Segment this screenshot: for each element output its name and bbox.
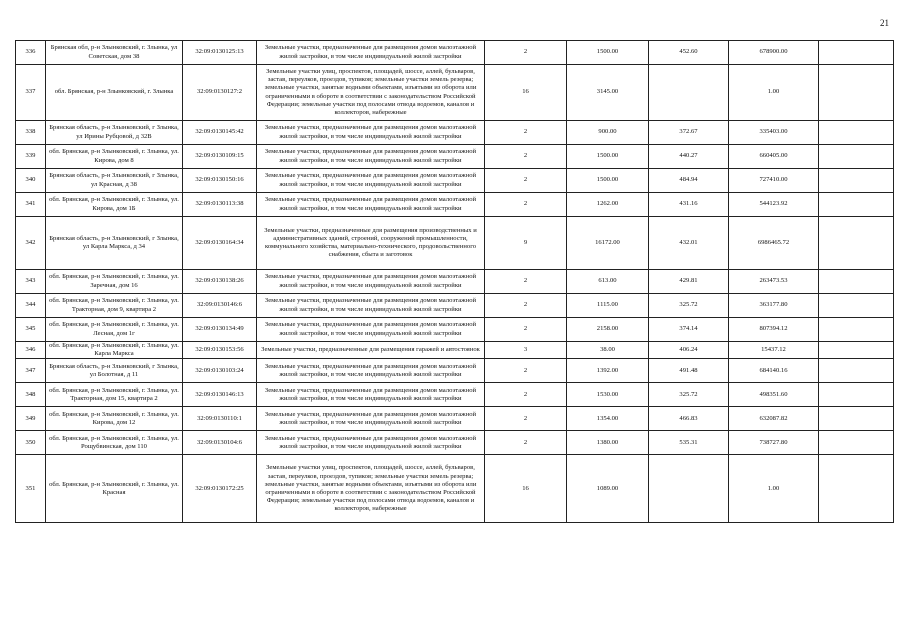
address-cell: обл. Брянская, р-н Злынковский, г. Злынка, ул. Лесная, дом 1г [46,318,183,342]
address-cell: обл. Брянская, р-н Злынковский, г. Злынка [46,65,183,121]
cadastral-value-cell: 6986465.72 [729,217,819,270]
empty-cell [819,407,894,431]
address-cell: обл. Брянская, р-н Злынковский, г. Злынка, ул. Тракторная, дом 9, квартира 2 [46,294,183,318]
empty-cell [819,294,894,318]
address-cell: Брянская область, р-н Злынковский, г Злынка, ул Ирины Рубцовой, д 32В [46,121,183,145]
land-use-cell: Земельные участки, предназначенные для размещения домов малоэтажной жилой застройки, в том числе индивидуальной жилой застройки [257,383,485,407]
empty-cell [819,318,894,342]
area-cell: 16172.00 [567,217,649,270]
land-use-cell: Земельные участки, предназначенные для размещения домов малоэтажной жилой застройки, в том числе индивидуальной жилой застройки [257,318,485,342]
table-row [16,342,894,359]
use-group-cell: 2 [485,383,567,407]
row-number-cell: 337 [16,65,46,121]
cadastral-value-cell: 678900.00 [729,41,819,65]
cadastral-number-cell: 32:09:0130110:1 [183,407,257,431]
area-cell: 1500.00 [567,145,649,169]
use-group-cell: 2 [485,407,567,431]
cadastral-number-cell: 32:09:0130138:26 [183,270,257,294]
empty-cell [819,455,894,523]
row-number-cell: 349 [16,407,46,431]
area-cell: 38.00 [567,342,649,359]
use-group-cell: 2 [485,359,567,383]
use-group-cell: 2 [485,41,567,65]
cadastral-number-cell: 32:09:0130153:56 [183,342,257,359]
empty-cell [819,121,894,145]
use-group-cell: 2 [485,431,567,455]
specific-value-cell: 372.67 [649,121,729,145]
specific-value-cell: 491.48 [649,359,729,383]
cadastral-number-cell: 32:09:0130172:25 [183,455,257,523]
table-row [16,169,894,193]
land-use-cell: Земельные участки, предназначенные для размещения домов малоэтажной жилой застройки, в том числе индивидуальной жилой застройки [257,193,485,217]
area-cell: 900.00 [567,121,649,145]
specific-value-cell [649,65,729,121]
empty-cell [819,270,894,294]
address-cell: Брянская область, р-н Злынковский, г Злынка, ул Красная, д 38 [46,169,183,193]
cadastral-number-cell: 32:09:0130125:13 [183,41,257,65]
table-row [16,65,894,121]
area-cell: 1262.00 [567,193,649,217]
row-number-cell: 348 [16,383,46,407]
use-group-cell: 2 [485,145,567,169]
table-row [16,145,894,169]
table-row [16,193,894,217]
land-use-cell: Земельные участки, предназначенные для размещения производственных и административных зданий, строений, сооружений промышленности, коммунального хозяйства, материально-технического, продовольственного снабжения, сбыта и заготовок [257,217,485,270]
cadastral-value-cell: 263473.53 [729,270,819,294]
area-cell: 1089.00 [567,455,649,523]
area-cell: 2158.00 [567,318,649,342]
use-group-cell: 2 [485,193,567,217]
specific-value-cell [649,455,729,523]
table-row [16,455,894,523]
use-group-cell: 16 [485,455,567,523]
address-cell: обл. Брянская, р-н Злынковский, г. Злынка, ул. Заречная, дом 16 [46,270,183,294]
specific-value-cell: 535.31 [649,431,729,455]
address-cell: обл. Брянская, р-н Злынковский, г. Злынка, ул. Тракторная, дом 15, квартира 2 [46,383,183,407]
cadastral-value-cell: 738727.80 [729,431,819,455]
specific-value-cell: 452.60 [649,41,729,65]
cadastral-value-cell: 807394.12 [729,318,819,342]
cadastral-value-table [15,40,894,523]
cadastral-value-cell: 1.00 [729,65,819,121]
table-row [16,41,894,65]
specific-value-cell: 406.24 [649,342,729,359]
row-number-cell: 342 [16,217,46,270]
table-row [16,121,894,145]
cadastral-value-cell: 632087.82 [729,407,819,431]
table-row [16,217,894,270]
row-number-cell: 351 [16,455,46,523]
address-cell: обл. Брянская, р-н Злынковский, г. Злынка, ул. Карла Маркса [46,342,183,359]
land-use-cell: Земельные участки, предназначенные для размещения домов малоэтажной жилой застройки, в том числе индивидуальной жилой застройки [257,407,485,431]
area-cell: 1354.00 [567,407,649,431]
address-cell: Брянская область, р-н Злынковский, г Злынка, ул Карла Маркса, д 34 [46,217,183,270]
land-use-cell: Земельные участки улиц, проспектов, площадей, шоссе, аллей, бульваров, застав, переулков, проездов, тупиков; земельные участки земель резерва; земельные участки, занятые водными объектами, изъятыми из оборота или ограниченными в обороте в соответствии с законодательством Российской Федерации; земельные участки под полосами отвода водоемов, каналов и коллекторов, набережные [257,455,485,523]
empty-cell [819,217,894,270]
address-cell: обл. Брянская, р-н Злынковский, г. Злынка, ул. Рощубвинская, дом 110 [46,431,183,455]
table-body [16,41,894,523]
land-use-cell: Земельные участки, предназначенные для размещения домов малоэтажной жилой застройки, в том числе индивидуальной жилой застройки [257,270,485,294]
cadastral-value-cell: 363177.80 [729,294,819,318]
empty-cell [819,342,894,359]
table-row [16,318,894,342]
table-row [16,383,894,407]
specific-value-cell: 429.81 [649,270,729,294]
row-number-cell: 345 [16,318,46,342]
cadastral-value-cell: 544123.92 [729,193,819,217]
specific-value-cell: 440.27 [649,145,729,169]
use-group-cell: 2 [485,169,567,193]
row-number-cell: 346 [16,342,46,359]
empty-cell [819,169,894,193]
land-use-cell: Земельные участки, предназначенные для размещения домов малоэтажной жилой застройки, в том числе индивидуальной жилой застройки [257,121,485,145]
table-row [16,407,894,431]
use-group-cell: 16 [485,65,567,121]
empty-cell [819,431,894,455]
cadastral-number-cell: 32:09:0130103:24 [183,359,257,383]
area-cell: 1115.00 [567,294,649,318]
land-use-cell: Земельные участки, предназначенные для размещения гаражей и автостоянок [257,342,485,359]
land-use-cell: Земельные участки, предназначенные для размещения домов малоэтажной жилой застройки, в том числе индивидуальной жилой застройки [257,145,485,169]
land-use-cell: Земельные участки, предназначенные для размещения домов малоэтажной жилой застройки, в том числе индивидуальной жилой застройки [257,359,485,383]
use-group-cell: 2 [485,121,567,145]
empty-cell [819,145,894,169]
cadastral-value-cell: 15437.12 [729,342,819,359]
empty-cell [819,383,894,407]
area-cell: 3145.00 [567,65,649,121]
address-cell: обл. Брянская, р-н Злынковский, г. Злынка, ул. Кирова, дом 12 [46,407,183,431]
row-number-cell: 350 [16,431,46,455]
empty-cell [819,359,894,383]
table-row [16,294,894,318]
empty-cell [819,65,894,121]
address-cell: обл. Брянская, р-н Злынковский, г. Злынка, ул. Кирова, дом 1Б [46,193,183,217]
cadastral-value-cell: 335403.00 [729,121,819,145]
specific-value-cell: 466.83 [649,407,729,431]
row-number-cell: 343 [16,270,46,294]
land-use-cell: Земельные участки, предназначенные для размещения домов малоэтажной жилой застройки, в том числе индивидуальной жилой застройки [257,294,485,318]
cadastral-number-cell: 32:09:0130146:13 [183,383,257,407]
cadastral-number-cell: 32:09:0130134:49 [183,318,257,342]
cadastral-value-cell: 727410.00 [729,169,819,193]
table-row [16,359,894,383]
cadastral-value-cell: 498351.60 [729,383,819,407]
address-cell: обл. Брянская, р-н Злынковский, г. Злынка, ул. Красная [46,455,183,523]
address-cell: обл. Брянская, р-н Злынковский, г. Злынка, ул. Кирова, дом 8 [46,145,183,169]
area-cell: 1380.00 [567,431,649,455]
cadastral-number-cell: 32:09:0130127:2 [183,65,257,121]
table-row [16,431,894,455]
row-number-cell: 336 [16,41,46,65]
area-cell: 1530.00 [567,383,649,407]
land-use-cell: Земельные участки улиц, проспектов, площадей, шоссе, аллей, бульваров, застав, переулков, проездов, тупиков; земельные участки земель резерва; земельные участки, занятые водными объектами, изъятыми из оборота или ограниченными в обороте в соответствии с законодательством Российской Федерации; земельные участки под полосами отвода водоемов, каналов и коллекторов, набережные [257,65,485,121]
cadastral-value-cell: 1.00 [729,455,819,523]
use-group-cell: 9 [485,217,567,270]
specific-value-cell: 484.94 [649,169,729,193]
empty-cell [819,41,894,65]
cadastral-number-cell: 32:09:0130104:6 [183,431,257,455]
row-number-cell: 341 [16,193,46,217]
cadastral-number-cell: 32:09:0130150:16 [183,169,257,193]
empty-cell [819,193,894,217]
area-cell: 613.00 [567,270,649,294]
cadastral-number-cell: 32:09:0130146:6 [183,294,257,318]
use-group-cell: 2 [485,294,567,318]
specific-value-cell: 325.72 [649,383,729,407]
table-row [16,270,894,294]
row-number-cell: 347 [16,359,46,383]
row-number-cell: 340 [16,169,46,193]
page-number: 21 [880,18,889,28]
land-use-cell: Земельные участки, предназначенные для размещения домов малоэтажной жилой застройки, в том числе индивидуальной жилой застройки [257,169,485,193]
cadastral-number-cell: 32:09:0130113:38 [183,193,257,217]
land-use-cell: Земельные участки, предназначенные для размещения домов малоэтажной жилой застройки, в том числе индивидуальной жилой застройки [257,41,485,65]
address-cell: Брянская обл, р-н Злынковский, г. Злынка, ул Советская, дом 38 [46,41,183,65]
row-number-cell: 344 [16,294,46,318]
land-use-cell: Земельные участки, предназначенные для размещения домов малоэтажной жилой застройки, в том числе индивидуальной жилой застройки [257,431,485,455]
area-cell: 1392.00 [567,359,649,383]
cadastral-number-cell: 32:09:0130145:42 [183,121,257,145]
area-cell: 1500.00 [567,41,649,65]
use-group-cell: 3 [485,342,567,359]
cadastral-value-cell: 660405.00 [729,145,819,169]
cadastral-number-cell: 32:09:0130109:15 [183,145,257,169]
specific-value-cell: 432.01 [649,217,729,270]
specific-value-cell: 374.14 [649,318,729,342]
cadastral-number-cell: 32:09:0130164:34 [183,217,257,270]
specific-value-cell: 325.72 [649,294,729,318]
area-cell: 1500.00 [567,169,649,193]
cadastral-value-cell: 684140.16 [729,359,819,383]
row-number-cell: 338 [16,121,46,145]
specific-value-cell: 431.16 [649,193,729,217]
row-number-cell: 339 [16,145,46,169]
use-group-cell: 2 [485,318,567,342]
address-cell: Брянская область, р-н Злынковский, г Злынка, ул Болотная, д 11 [46,359,183,383]
use-group-cell: 2 [485,270,567,294]
